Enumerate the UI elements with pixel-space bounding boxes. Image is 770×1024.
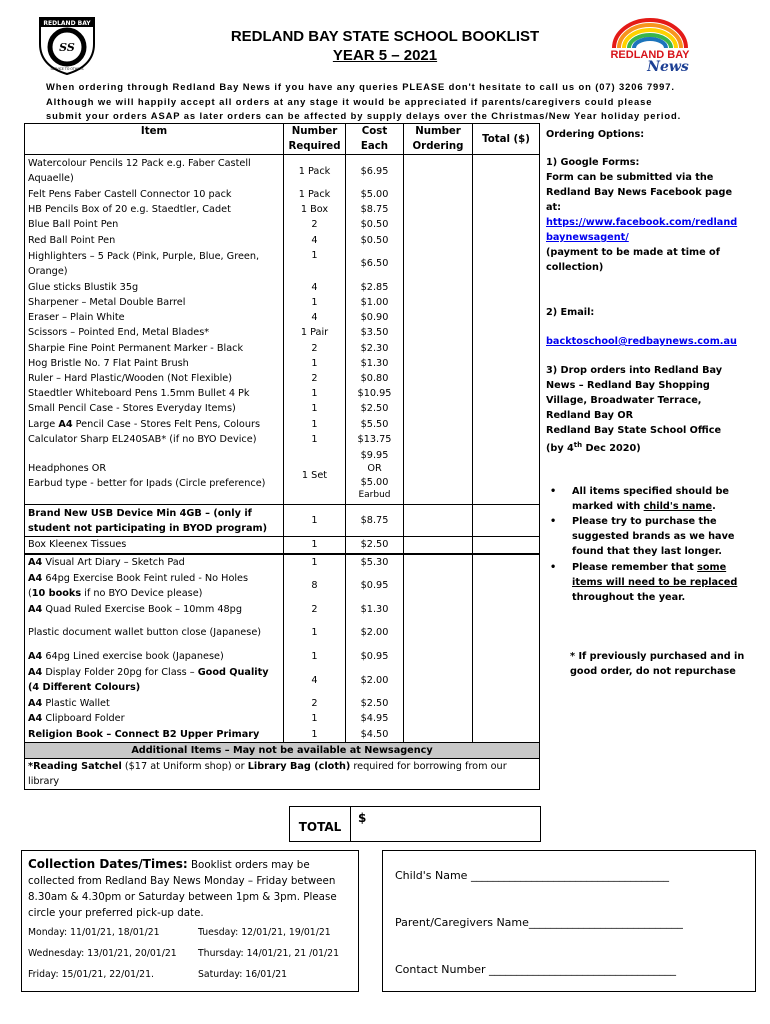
table-row: A4 64pg Lined exercise book (Japanese) 1 $0.95: [25, 649, 540, 664]
total-cell[interactable]: [473, 325, 540, 340]
total-cell[interactable]: [473, 727, 540, 743]
number-ordering-cell[interactable]: [404, 664, 473, 696]
table-row: A4 Display Folder 20pg for Class – Good Quality (4 Different Colours) 4 $2.00: [25, 664, 540, 696]
news-logo-script: News: [647, 59, 689, 72]
number-ordering-cell[interactable]: [404, 711, 473, 726]
a4-emphasis: A4: [58, 418, 73, 430]
collection-text: Booklist orders may be collected from Redland Bay News Monday – Friday between 8.30am & 4.30pm or Saturday between 1pm & 3pm. Please circle your preferred pick-up date.: [28, 859, 337, 919]
school-motto: SERVICE TO OTHERS: [50, 67, 84, 71]
news-logo-text: REDLAND BAY: [610, 49, 690, 61]
bullet-icon: •: [550, 562, 557, 573]
number-ordering-cell[interactable]: [404, 602, 473, 617]
intro-line-3: submit your orders ASAP as later orders can be affected by supply delays over the Christmas/New Year holiday period.: [46, 110, 682, 121]
collection-day-monday[interactable]: Monday: 11/01/21, 18/01/21: [28, 927, 160, 938]
bullet-replace: • Please remember that some items will need to be replaced throughout the year.: [550, 562, 738, 603]
header-total: Total ($): [473, 124, 540, 155]
total-cell[interactable]: [473, 505, 540, 537]
reading-satchel-note: *Reading Satchel ($17 at Uniform shop) or Library Bag (cloth) required for borrowing from our library: [25, 759, 540, 790]
total-cell[interactable]: [473, 602, 540, 617]
number-ordering-cell[interactable]: [404, 505, 473, 537]
bullet-icon: •: [550, 516, 557, 527]
table-row: Hog Bristle No. 7 Flat Paint Brush 1 $1.30: [25, 356, 540, 371]
table-row: A4 Quad Ruled Exercise Book – 10mm 48pg 2 $1.30: [25, 602, 540, 617]
total-cell[interactable]: [473, 617, 540, 649]
total-cell[interactable]: [473, 537, 540, 554]
total-cell[interactable]: [473, 155, 540, 187]
number-ordering-cell[interactable]: [404, 217, 473, 232]
table-row: Religion Book – Connect B2 Upper Primary 1 $4.50: [25, 727, 540, 743]
table-row: HB Pencils Box of 20 e.g. Staedtler, Cadet 1 Box $8.75: [25, 202, 540, 217]
total-cell[interactable]: [473, 233, 540, 248]
parent-name-field[interactable]: Parent/Caregivers Name____________________________: [395, 916, 683, 929]
table-header-row: [25, 124, 540, 155]
option-email: 2) Email:: [546, 307, 595, 318]
number-ordering-cell[interactable]: [404, 248, 473, 280]
additional-items-row: Additional Items – May not be available at Newsagency: [25, 742, 540, 758]
table-row: A4 Plastic Wallet 2 $2.50: [25, 696, 540, 711]
number-ordering-cell[interactable]: [404, 310, 473, 325]
table-row: Blue Ball Point Pen 2 $0.50: [25, 217, 540, 232]
number-ordering-cell[interactable]: [404, 155, 473, 187]
total-cell[interactable]: [473, 386, 540, 401]
table-row: A4 64pg Exercise Book Feint ruled - No Holes (10 books if no BYO Device please) 8 $0.95: [25, 570, 540, 602]
ordering-options-heading: Ordering Options:: [546, 129, 645, 140]
table-row: A4 Visual Art Diary – Sketch Pad 1 $5.30: [25, 554, 540, 570]
table-row: A4 Clipboard Folder 1 $4.95: [25, 711, 540, 726]
number-ordering-cell[interactable]: [404, 356, 473, 371]
table-row: Box Kleenex Tissues 1 $2.50: [25, 537, 540, 554]
collection-day-saturday[interactable]: Saturday: 16/01/21: [198, 969, 288, 980]
table-row: Calculator Sharp EL240SAB* (if no BYO Device) 1 $13.75: [25, 432, 540, 447]
total-cell[interactable]: [473, 202, 540, 217]
total-cell[interactable]: [473, 248, 540, 280]
total-cell[interactable]: [473, 401, 540, 416]
collection-dates-box: [21, 850, 359, 992]
number-ordering-cell[interactable]: [404, 295, 473, 310]
total-cell[interactable]: [473, 217, 540, 232]
number-ordering-cell[interactable]: [404, 187, 473, 202]
number-ordering-cell[interactable]: [404, 649, 473, 664]
option-drop-off: 3) Drop orders into Redland Bay News – Redland Bay Shopping Village, Broadwater Terrace, Redland Bay OR Redland Bay State School Office (by 4th Dec 2020): [546, 365, 723, 455]
table-row: Felt Pens Faber Castell Connector 10 pack 1 Pack $5.00: [25, 187, 540, 202]
table-row: Brand New USB Device Min 4GB – (only if student not participating in BYOD program) 1 $8.75: [25, 505, 540, 537]
collection-day-wednesday[interactable]: Wednesday: 13/01/21, 20/01/21: [28, 948, 177, 959]
booklist-table: [24, 123, 540, 790]
total-cell[interactable]: [473, 554, 540, 570]
school-initials: SS: [59, 41, 75, 54]
facebook-link[interactable]: https://www.facebook.com/redland baynewsagent/: [546, 217, 738, 243]
collection-day-tuesday[interactable]: Tuesday: 12/01/21, 19/01/21: [198, 927, 331, 938]
number-ordering-cell[interactable]: [404, 554, 473, 570]
table-row: Ruler – Hard Plastic/Wooden (Not Flexible) 2 $0.80: [25, 371, 540, 386]
bullet-icon: •: [550, 486, 557, 497]
number-ordering-cell[interactable]: [404, 570, 473, 602]
number-ordering-cell[interactable]: [404, 432, 473, 447]
total-cell[interactable]: [473, 187, 540, 202]
total-cell[interactable]: [473, 295, 540, 310]
total-cell[interactable]: [473, 432, 540, 447]
table-row: Large A4 Pencil Case - Stores Felt Pens, Colours 1 $5.50: [25, 417, 540, 432]
total-cell[interactable]: [473, 711, 540, 726]
number-ordering-cell[interactable]: [404, 696, 473, 711]
number-ordering-cell[interactable]: [404, 447, 473, 505]
page-subtitle: YEAR 5 – 2021: [332, 47, 438, 64]
total-cell[interactable]: [473, 649, 540, 664]
number-ordering-cell[interactable]: [404, 371, 473, 386]
total-cell[interactable]: [473, 280, 540, 295]
number-ordering-cell[interactable]: [404, 617, 473, 649]
total-cell[interactable]: [473, 447, 540, 505]
number-ordering-cell[interactable]: [404, 280, 473, 295]
header-cost-each: Cost Each: [346, 124, 404, 155]
total-cell[interactable]: [473, 371, 540, 386]
school-badge-text: REDLAND BAY: [43, 20, 91, 27]
table-row: Plastic document wallet button close (Japanese) 1 $2.00: [25, 617, 540, 649]
table-row: Highlighters – 5 Pack (Pink, Purple, Blue, Green, Orange) 1 $6.50: [25, 248, 540, 280]
table-row: Sharpie Fine Point Permanent Marker - Black 2 $2.30: [25, 341, 540, 356]
number-ordering-cell[interactable]: [404, 537, 473, 554]
total-cell[interactable]: [473, 570, 540, 602]
table-row: Headphones OR Earbud type - better for Ipads (Circle preference) 1 Set $9.95 OR $5.00 Earbud: [25, 447, 540, 505]
table-row: Small Pencil Case - Stores Everyday Items) 1 $2.50: [25, 401, 540, 416]
total-cell[interactable]: [473, 310, 540, 325]
total-cell[interactable]: [473, 664, 540, 696]
contact-number-field[interactable]: Contact Number __________________________________: [395, 963, 676, 976]
total-label: TOTAL: [290, 807, 351, 841]
total-cell[interactable]: [473, 341, 540, 356]
total-amount-field[interactable]: $: [358, 811, 367, 825]
option-google-forms: 1) Google Forms: Form can be submitted via the Redland Bay News Facebook page at: https://www.facebook.com/redland baynewsagent/ (payment to be made at time of collection): [546, 157, 738, 273]
number-ordering-cell[interactable]: [404, 202, 473, 217]
total-cell[interactable]: [473, 696, 540, 711]
header-number-required: Number Required: [284, 124, 346, 155]
bullet-brands: • Please try to purchase the suggested brands as we have found that they last longer.: [550, 516, 735, 557]
number-ordering-cell[interactable]: [404, 386, 473, 401]
table-row: Eraser – Plain White 4 $0.90: [25, 310, 540, 325]
page-title: REDLAND BAY STATE SCHOOL BOOKLIST: [230, 28, 540, 45]
number-ordering-cell[interactable]: [404, 233, 473, 248]
header-number-ordering: Number Ordering: [404, 124, 473, 155]
number-ordering-cell[interactable]: [404, 417, 473, 432]
email-line: [546, 334, 737, 349]
collection-heading: Collection Dates/Times:: [28, 857, 188, 871]
number-ordering-cell[interactable]: [404, 325, 473, 340]
intro-line-1: When ordering through Redland Bay News if you have any queries PLEASE don't hesitate to call us on (07) 3206 7997.: [46, 81, 675, 92]
repurchase-note: * If previously purchased and in good order, do not repurchase: [570, 651, 745, 677]
email-link[interactable]: backtoschool@redbaynews.com.au: [546, 336, 737, 347]
number-ordering-cell[interactable]: [404, 341, 473, 356]
table-row: Scissors – Pointed End, Metal Blades* 1 Pair $3.50: [25, 325, 540, 340]
total-box: [289, 806, 541, 842]
table-row: Watercolour Pencils 12 Pack e.g. Faber Castell Aquaelle) 1 Pack $6.95: [25, 155, 540, 187]
table-row: Red Ball Point Pen 4 $0.50: [25, 233, 540, 248]
number-ordering-cell[interactable]: [404, 401, 473, 416]
collection-day-friday[interactable]: Friday: 15/01/21, 22/01/21.: [28, 969, 154, 980]
number-ordering-cell[interactable]: [404, 727, 473, 743]
total-cell[interactable]: [473, 356, 540, 371]
collection-day-thursday[interactable]: Thursday: 14/01/21, 21 /01/21: [198, 948, 340, 959]
total-cell[interactable]: [473, 417, 540, 432]
child-name-field[interactable]: Child's Name ____________________________________: [395, 869, 669, 882]
header-item: Item: [25, 124, 284, 155]
intro-line-2: Although we will happily accept all orders at any stage it would be appreciated if parents/caregivers could please: [46, 96, 653, 107]
table-row: Sharpener – Metal Double Barrel 1 $1.00: [25, 295, 540, 310]
contact-details-box: [382, 850, 756, 992]
table-row: Glue sticks Blustik 35g 4 $2.85: [25, 280, 540, 295]
bullet-item-names: • All items specified should be marked with child's name.: [550, 486, 730, 512]
table-row: Staedtler Whiteboard Pens 1.5mm Bullet 4 Pk 1 $10.95: [25, 386, 540, 401]
